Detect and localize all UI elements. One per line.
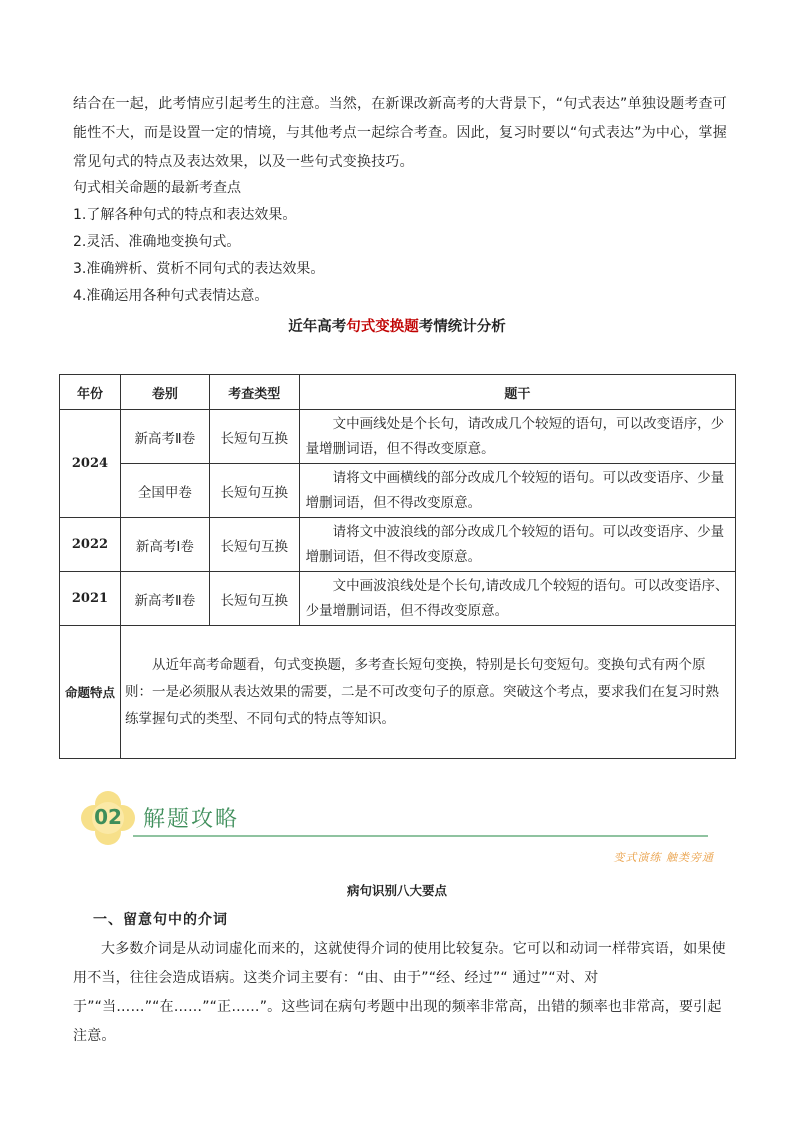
paper-cell: 新高考Ⅱ卷 [120,410,209,464]
points-heading: 句式相关命题的最新考查点 [73,180,241,196]
feature-row [60,626,736,759]
header-paper: 卷别 [120,375,209,410]
intro-paragraph: 结合在一起，此考情应引起考生的注意。当然，在新课改新高考的大背景下，“句式表达”单独设题考查可能性不大，而是设置一定的情境，与其他考点一起综合考查。因此，复习时要以“句式表达”为中心，掌握常见句式的特点及表达效果，以及一些句式变换技巧。 [73,96,727,170]
table-row [60,464,736,518]
table-row [60,518,736,572]
exam-stats-table [59,374,736,759]
content-paragraph: 大多数介词是从动词虚化而来的，这就使得介词的使用比较复杂。它可以和动词一样带宾语，如果使用不当，往往会造成语病。这类介词主要有：“由、由于”“经、经过”“ 通过”“对、对于”“当……”“在……”“正……”。这些词在病句考题中出现的频率非常高，出错的频率也非常高，要引起注意。 [73,941,726,1044]
section-divider [133,835,708,837]
section-subtitle: 变式演练 触类旁通 [613,851,714,864]
content-title: 病句识别八大要点 [346,883,447,898]
paper-cell: 新高考Ⅱ卷 [120,572,209,626]
header-type: 考查类型 [209,375,299,410]
type-cell: 长短句互换 [209,572,299,626]
section-title: 解题攻略 [143,807,240,832]
stem-cell: 请将文中画横线的部分改成几个较短的语句。可以改变语序、少量增删词语，但不得改变原意。 [299,464,735,518]
stem-cell: 请将文中波浪线的部分改成几个较短的语句。可以改变语序、少量增删词语，但不得改变原意。 [299,518,735,572]
stem-cell: 文中画线处是个长句，请改成几个较短的语句，可以改变语序，少量增删词语，但不得改变原意。 [299,410,735,464]
year-cell: 2024 [60,410,121,518]
point-item: 3.准确辨析、赏析不同句式的表达效果。 [73,261,325,277]
point-item: 4.准确运用各种句式表情达意。 [73,288,269,304]
section-number: 02 [94,805,122,829]
type-cell: 长短句互换 [209,518,299,572]
point-item: 2.灵活、准确地变换句式。 [73,234,241,250]
table-row [60,572,736,626]
paper-cell: 全国甲卷 [120,464,209,518]
stem-cell: 文中画波浪线处是个长句,请改成几个较短的语句。可以改变语序、少量增删词语，但不得改变原意。 [299,572,735,626]
table-header-row [60,375,736,410]
point-item: 1.了解各种句式的特点和表达效果。 [73,207,297,223]
table-row [60,410,736,464]
table-title: 近年高考句式变换题考情统计分析 [288,318,506,335]
header-year: 年份 [60,375,121,410]
year-cell: 2021 [60,572,121,626]
header-stem: 题干 [299,375,735,410]
feature-label: 命题特点 [60,626,121,759]
year-cell: 2022 [60,518,121,572]
feature-text: 从近年高考命题看，句式变换题，多考查长短句变换，特别是长句变短句。变换句式有两个原则：一是必须服从表达效果的需要，二是不可改变句子的原意。突破这个考点，要求我们在复习时熟练掌握句式的类型、不同句式的特点等知识。 [120,626,735,759]
type-cell: 长短句互换 [209,410,299,464]
content-heading: 一、留意句中的介词 [93,912,228,928]
table-title-highlight: 句式变换题 [346,318,419,335]
type-cell: 长短句互换 [209,464,299,518]
paper-cell: 新高考Ⅰ卷 [120,518,209,572]
